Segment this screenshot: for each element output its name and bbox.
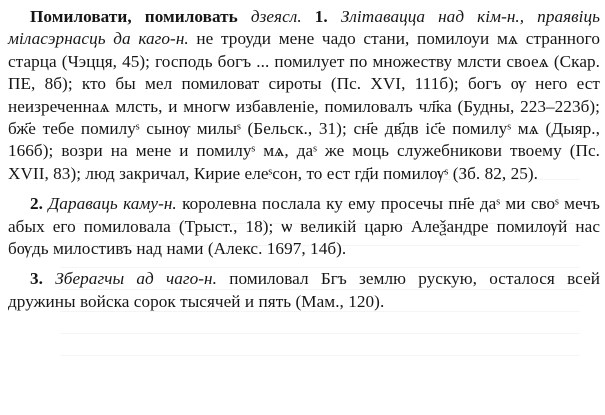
dictionary-entry (8, 6, 600, 313)
sense-2-paragraph (8, 193, 600, 260)
part-of-speech: дзеясл. (250, 7, 302, 26)
sense-1-paragraph (8, 6, 600, 185)
sense-citations: помиловал Бгъ землю рускую, осталося всей дружины войска сорок тысячей и пять (Мам., 120). (8, 269, 600, 311)
headword: Помиловати, помиловать (30, 7, 238, 26)
sense-number: 3. (30, 269, 43, 289)
sense-gloss: Дараваць каму-н. (48, 194, 177, 214)
sense-number: 1. (314, 7, 328, 26)
sense-number: 2. (30, 194, 43, 214)
sense-gloss: Злітаваццa над кім-н., праявіць міласэрнасць да каго-н. (8, 7, 600, 49)
sense-citations: не троуди мене чадо стани, помилоуи мѧ странного старца (Чэцця, 45); господь богъ ... помилует по множеству млсти своеѧ (Скар. ПЕ, 8б); кто бы мел помиловат сироты (Пс. XVI, 111б); богъ ѹ него ест неизреченнаѧ млсть, и многѡ избавленіе, помиловалъ чл҃ка (Будны, 223–223б); бж҃е тебе помилуˢ сынѹ милыˢ (Бельск., 31); сн҃е дв҃дв іс҃е помилуˢ мѧ (Дыяр., 166б); возри на мене и помилуˢ мѧ, даˢ же моць служебникови твоему (Пс. XVII, 83); люд закричал, Кирие елеˢсон, то ест гд҃и помилѹˢ (Зб. 82, 25). (8, 29, 600, 183)
sense-3-paragraph (8, 268, 600, 313)
sense-gloss: Зберагчы ад чаго-н. (55, 269, 217, 289)
sense-citations: королевна послала ку ему просечы пн҃е даˢ ми своˢ мечъ абых его помиловала (Трыст., 18); ѡ великій царю Алеѯандре помилѹй нас бѹдь милостивъ над нами (Алекс. 1697, 14б). (8, 194, 600, 259)
